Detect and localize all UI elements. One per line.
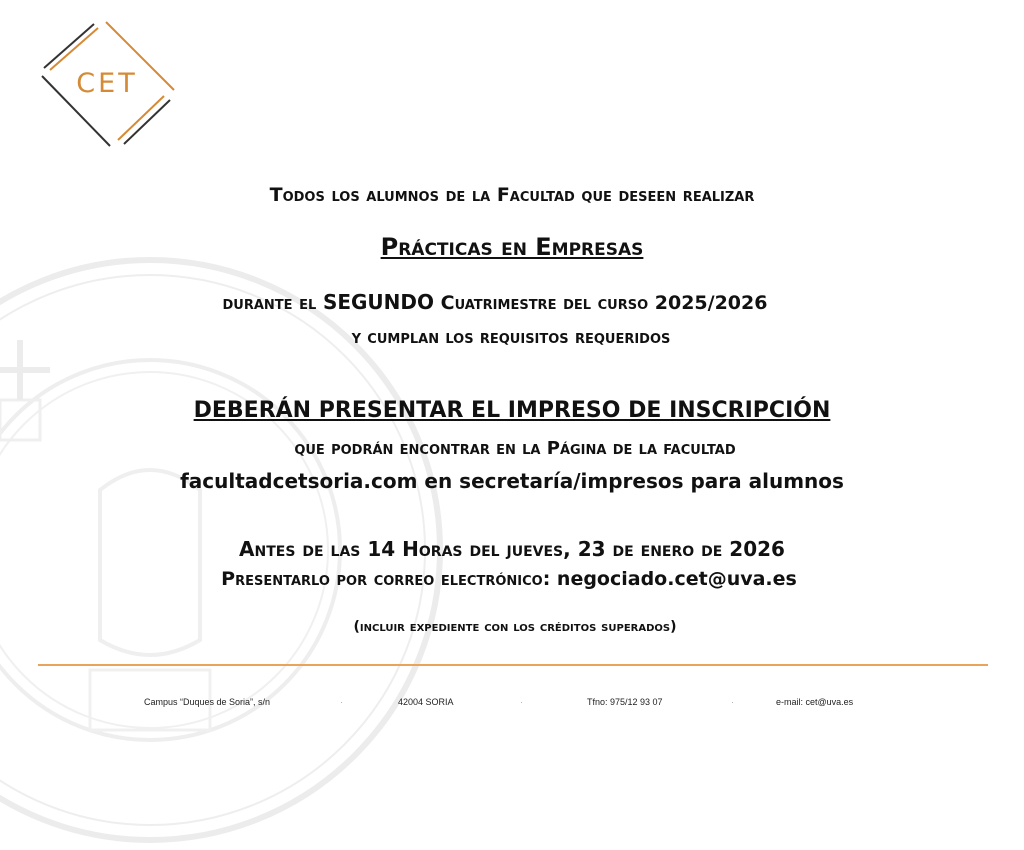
notice-submit [0,568,1021,590]
notice-intro: Todos los alumnos de la Facultad que deseen realizar [269,184,755,206]
footer-email: e-mail: cet@uva.es [776,697,854,707]
footer-divider [38,664,988,666]
notice-title: Prácticas en Empresas [380,233,644,261]
footer-separator: · [520,697,523,707]
submit-prefix: Presentarlo por correo electrónico: [221,568,557,590]
notice-include: (incluir expediente con los créditos superados) [353,619,677,635]
notice-deberan: DEBERÁN PRESENTAR EL IMPRESO DE INSCRIPCIÓN [193,398,831,423]
submit-email: negociado.cet@uva.es [556,568,797,590]
notice-requirements: y cumplan los requisitos requeridos [351,327,671,348]
cet-logo [34,18,180,150]
footer-separator: · [340,697,343,707]
footer-separator: · [731,697,734,707]
logo-text: CET [76,68,138,99]
notice-deadline: Antes de las 14 Horas del jueves, 23 de enero de 2026 [239,537,785,561]
semester-prefix: durante el [222,292,323,314]
footer-phone: Tfno: 975/12 93 07 [587,697,663,707]
footer-city: 42004 SORIA [398,697,454,707]
notice-where: que podrán encontrar en la Página de la facultad [294,438,736,459]
semester-suffix: Cuatrimestre del curso 2025/2026 [434,292,768,314]
notice-website: facultadcetsoria.com en secretaría/impresos para alumnos [180,469,844,493]
footer-campus: Campus “Duques de Soria”, s/n [144,697,271,707]
semester-highlight: SEGUNDO [322,290,435,314]
notice-semester [0,290,1007,314]
